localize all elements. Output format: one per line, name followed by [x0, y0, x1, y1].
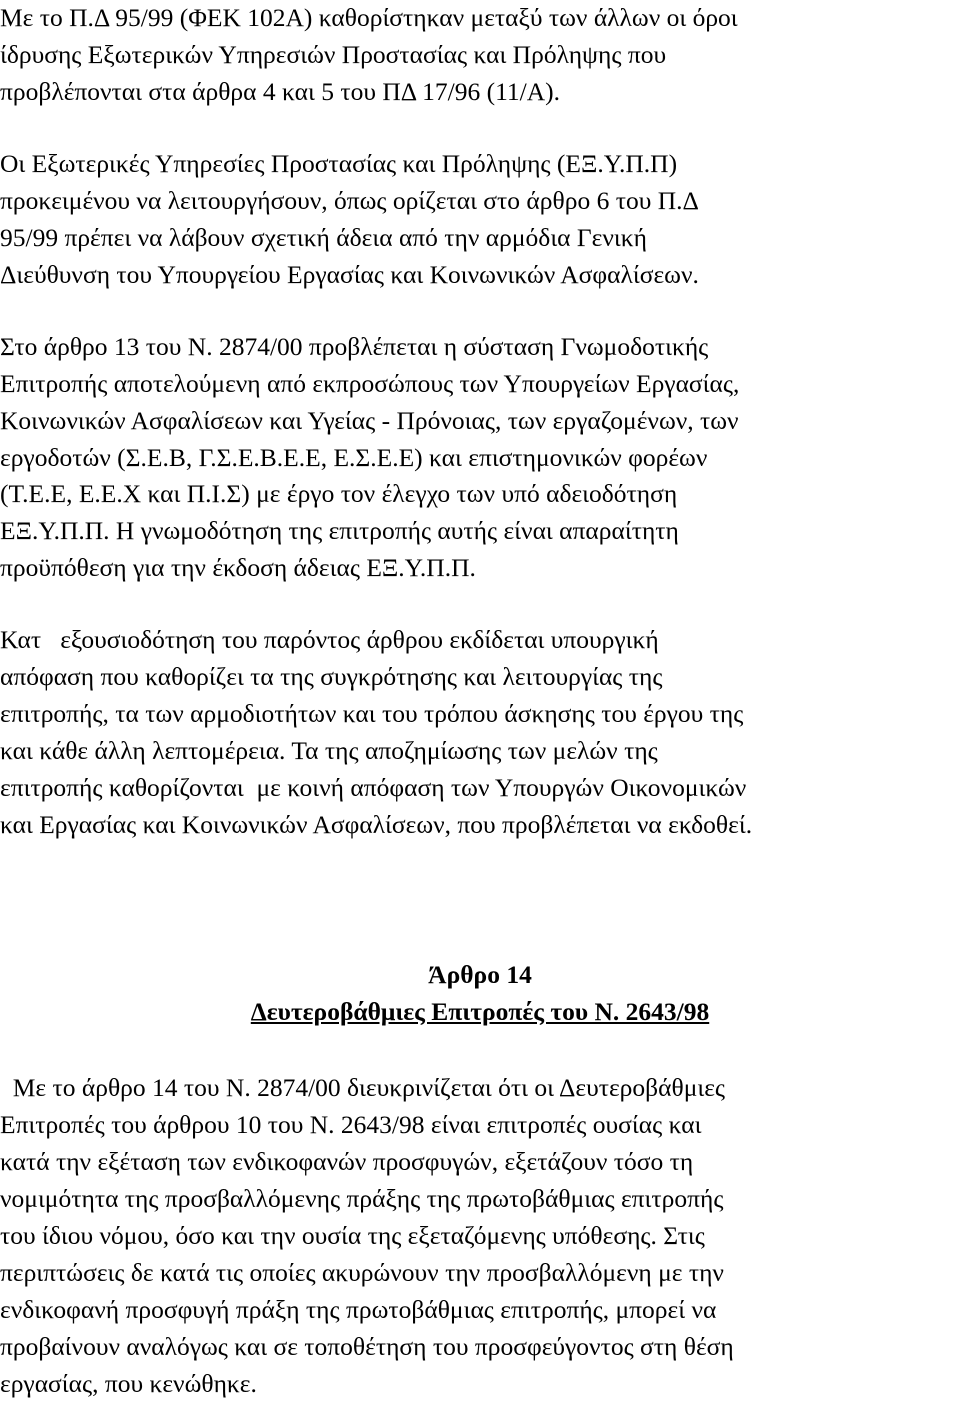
text-line: ΕΞ.Υ.Π.Π. Η γνωμοδότηση της επιτροπής αυτής είναι απαραίτητη: [0, 516, 679, 545]
text-line: επιτροπής, τα των αρμοδιοτήτων και του τρόπου άσκησης του έργου της: [0, 699, 744, 728]
text-line: κατά την εξέταση των ενδικοφανών προσφυγών, εξετάζουν τόσο τη: [0, 1147, 694, 1176]
text-line: προϋπόθεση για την έκδοση άδειας ΕΞ.Υ.Π.Π.: [0, 553, 476, 582]
text-line: ίδρυσης Εξωτερικών Υπηρεσιών Προστασίας και Πρόληψης που: [0, 40, 667, 69]
text-line: περιπτώσεις δε κατά τις οποίες ακυρώνουν την προσβαλλόμενη με την: [0, 1258, 724, 1287]
text-line: Επιτροπής αποτελούμενη από εκπροσώπους των Υπουργείων Εργασίας,: [0, 369, 740, 398]
text-line: Οι Εξωτερικές Υπηρεσίες Προστασίας και Πρόληψης (ΕΞ.Υ.Π.Π): [0, 149, 678, 178]
text-line: νομιμότητα της προσβαλλόμενης πράξης της πρωτοβάθμιας επιτροπής: [0, 1184, 724, 1213]
text-line: απόφαση που καθορίζει τα της συγκρότησης και λειτουργίας της: [0, 662, 663, 691]
text-line: προβλέπονται στα άρθρα 4 και 5 του ΠΔ 17/96 (11/Α).: [0, 77, 561, 106]
text-line: Επιτροπές του άρθρου 10 του Ν. 2643/98 είναι επιτροπές ουσίας και: [0, 1110, 702, 1139]
text-line: επιτροπής καθορίζονται με κοινή απόφαση των Υπουργών Οικονομικών: [0, 773, 747, 802]
text-line: προκειμένου να λειτουργήσουν, όπως ορίζεται στο άρθρο 6 του Π.Δ: [0, 186, 699, 215]
text-line: και Εργασίας και Κοινωνικών Ασφαλίσεων, που προβλέπεται να εκδοθεί.: [0, 810, 753, 839]
text-line: Κατ εξουσιοδότηση του παρόντος άρθρου εκδίδεται υπουργική: [0, 625, 659, 654]
text-line: Με το Π.Δ 95/99 (ΦΕΚ 102Α) καθορίστηκαν μεταξύ των άλλων οι όροι: [0, 3, 738, 32]
text-line: Στο άρθρο 13 του Ν. 2874/00 προβλέπεται η σύσταση Γνωμοδοτικής: [0, 332, 709, 361]
article-title: Δευτεροβάθμιες Επιτροπές του Ν. 2643/98: [250, 997, 710, 1026]
text-line: του ίδιου νόμου, όσο και την ουσία της εξεταζόμενης υπόθεσης. Στις: [0, 1221, 705, 1250]
text-line: εργασίας, που κενώθηκε.: [0, 1369, 257, 1398]
text-line: ενδικοφανή προσφυγή πράξη της πρωτοβάθμιας επιτροπής, μπορεί να: [0, 1295, 717, 1324]
text-line: Με το άρθρο 14 του Ν. 2874/00 διευκρινίζεται ότι οι Δευτεροβάθμιες: [0, 1073, 726, 1102]
text-line: Διεύθυνση του Υπουργείου Εργασίας και Κοινωνικών Ασφαλίσεων.: [0, 260, 699, 289]
text-line: 95/99 πρέπει να λάβουν σχετική άδεια από την αρμόδια Γενική: [0, 223, 647, 252]
article-number: Άρθρο 14: [428, 960, 532, 989]
text-line: Κοινωνικών Ασφαλίσεων και Υγείας - Πρόνοιας, των εργαζομένων, των: [0, 406, 739, 435]
text-line: προβαίνουν αναλόγως και σε τοποθέτηση του προσφεύγοντος στη θέση: [0, 1332, 734, 1361]
text-line: εργοδοτών (Σ.Ε.Β, Γ.Σ.Ε.Β.Ε.Ε, Ε.Σ.Ε.Ε) και επιστημονικών φορέων: [0, 443, 708, 472]
text-line: και κάθε άλλη λεπτομέρεια. Τα της αποζημίωσης των μελών της: [0, 736, 658, 765]
text-line: (Τ.Ε.Ε, Ε.Ε.Χ και Π.Ι.Σ) με έργο τον έλεγχο των υπό αδειοδότηση: [0, 479, 678, 508]
